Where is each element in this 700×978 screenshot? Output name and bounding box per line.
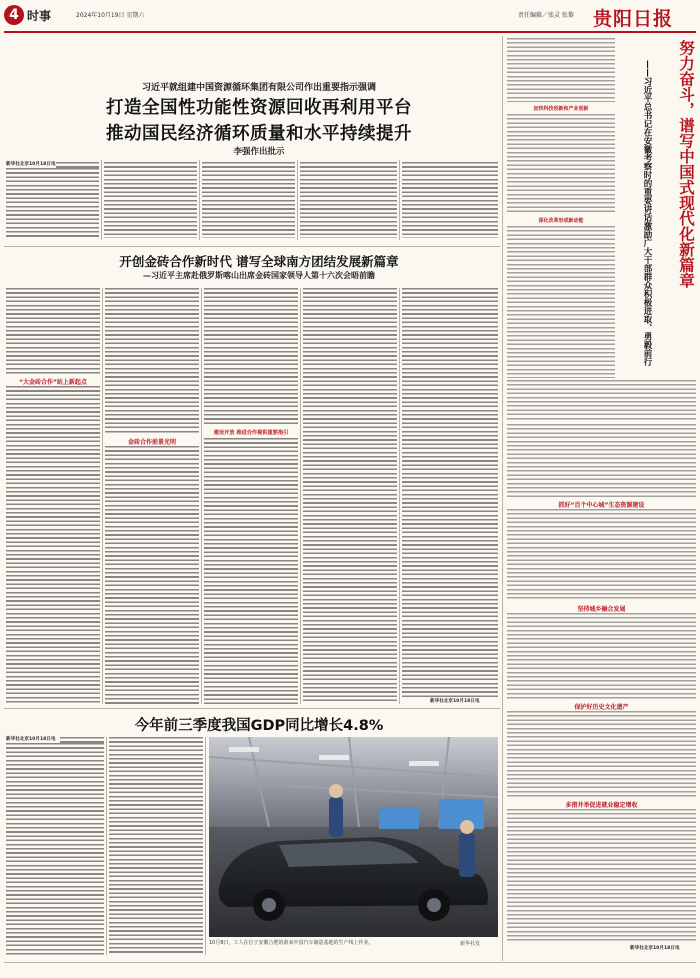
second-subtitle: —习近平主席赴俄罗斯喀山出席金砖国家领导人第十六次会晤前瞻 [143,271,375,280]
masthead-logo: 贵阳日报 [593,8,674,30]
second-dateline: 新华社北京10月18日电 [430,699,480,704]
second-body-col-3a [204,288,298,426]
right-section-head-4: 坚持城乡融合发展 [577,606,626,613]
gdp-photo-caption: 10月8日，工人在位于安徽合肥的蔚来中国汽车制造基地的生产线上作业。 [209,940,374,946]
lead-body-col-1b [56,162,99,168]
lead-headline-1: 打造全国性功能性资源回收再利用平台 [106,98,412,118]
second-body-col-4 [303,288,397,704]
section-name: 时事 [27,9,52,23]
lead-body-col-2 [104,162,197,238]
right-body-4 [507,380,696,420]
gdp-top-rule [4,708,500,709]
right-section-head-1: 加快科技创新和产业创新 [533,106,589,112]
second-body-col-3b [204,438,298,704]
lead-bottom-rule [4,246,500,247]
right-dateline: 新华社北京10月18日电 [630,946,680,951]
second-body-col-2a [105,288,199,434]
right-vertical-subheadline: ——习近平总书记在安徽考察时的重要讲话激励广大干部群众积极进取、勇毅前行 [642,60,652,366]
right-section-head-2: 深化改革形成新动能 [538,218,584,224]
gdp-body-col-2 [109,737,203,955]
right-article-divider [502,36,503,961]
right-section-head-6: 多措并举促进就业稳定增收 [565,802,638,809]
right-body-3 [507,226,615,378]
right-vertical-headline: 努力奋斗，谱写中国式现代化新篇章 [677,40,695,288]
right-body-8 [507,711,696,797]
gdp-dateline: 新华社北京10月18日电 [6,737,56,742]
page-number-badge: 4 [4,5,24,25]
right-section-head-5: 保护好历史文化遗产 [574,704,629,711]
right-body-5 [507,424,696,498]
page-header [0,0,700,30]
lead-body-col-1 [6,168,99,238]
page-bottom-rule [4,962,696,963]
lead-body-col-3 [202,162,295,238]
header-rule [4,31,696,33]
gdp-body-col-1a [60,737,104,743]
lead-subtitle: 李强作出批示 [233,147,285,157]
lead-kicker: 习近平就组建中国资源循环集团有限公司作出重要指示强调 [141,83,376,93]
issue-date: 2024年10月19日 星期六 [76,12,145,19]
second-section-head-3: 建设开放 推进合作提供重要指引 [213,430,289,436]
factory-line-illustration [209,737,498,937]
right-section-head-3: 抓好“百个中心城”生态资源建设 [558,502,645,509]
gdp-headline: 今年前三季度我国GDP同比增长4.8% [134,718,384,734]
right-body-7 [507,613,696,699]
lead-body-col-5 [402,162,498,238]
lead-dateline: 新华社北京10月18日电 [6,162,56,167]
gdp-photo [209,737,498,937]
lead-headline-2: 推动国民经济循环质量和水平持续提升 [106,124,412,144]
editor-credits: 责任编辑／张灵 张黎 [518,12,574,19]
gdp-photo-credit: 新华社发 [460,941,481,947]
second-section-head-2: 金砖合作前景光明 [127,439,176,446]
right-body-top [507,38,615,102]
lead-body-col-4 [300,162,397,238]
second-headline: 开创金砖合作新时代 谱写全球南方团结发展新篇章 [119,254,399,269]
right-body-6 [507,509,696,601]
second-section-head-1: “大金砖合作”站上新起点 [19,379,87,386]
gdp-body-col-1 [6,743,104,955]
second-body-col-1a [6,288,100,374]
right-body-2 [507,114,615,214]
second-body-col-5 [402,288,498,698]
second-body-col-2b [105,446,199,704]
second-body-col-1b [6,386,100,704]
right-body-9 [507,809,696,943]
